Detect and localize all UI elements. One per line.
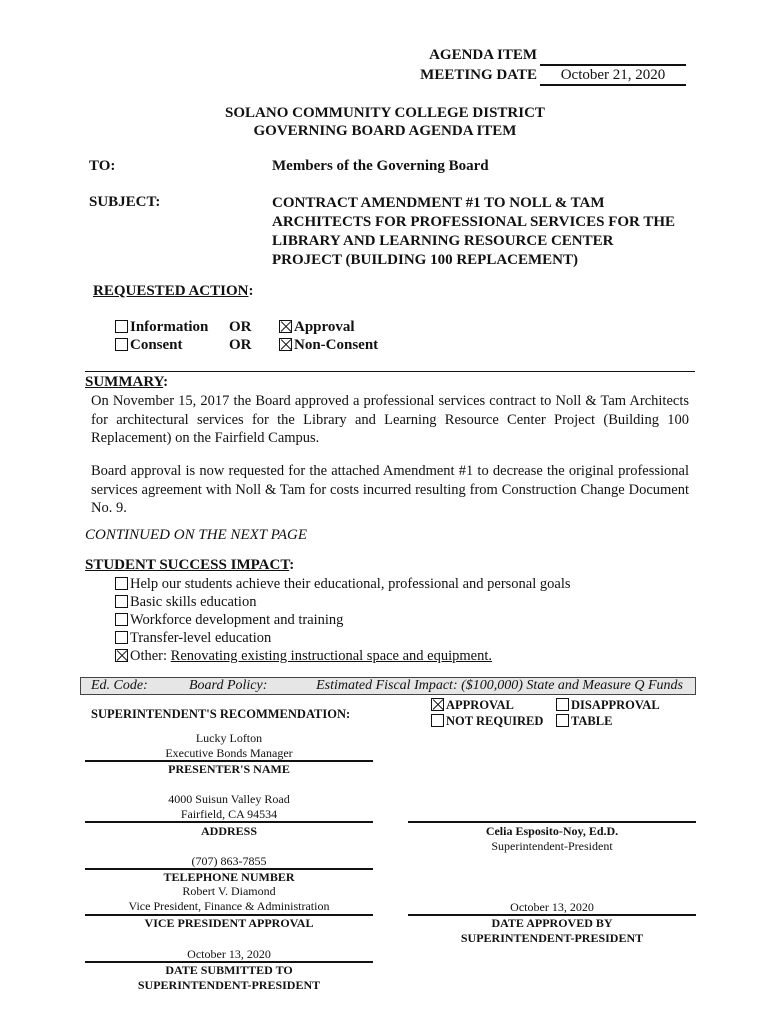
subject-line: LIBRARY AND LEARNING RESOURCE CENTER (272, 233, 614, 249)
transfer-checkbox[interactable] (115, 631, 128, 644)
or-label: OR (229, 337, 252, 353)
to-value: Members of the Governing Board (272, 158, 489, 174)
approved-date: October 13, 2020 (510, 900, 594, 914)
vp-label: VICE PRESIDENT APPROVAL (144, 916, 314, 930)
approval-label: Approval (294, 319, 355, 335)
agenda-item-label: AGENDA ITEM (429, 47, 537, 63)
submitted-label-line-1: DATE SUBMITTED TO (165, 963, 293, 977)
presenter-title: Executive Bonds Manager (165, 746, 293, 760)
disapproval-rec-label: DISAPPROVAL (571, 698, 660, 712)
approval-option[interactable] (279, 319, 355, 336)
address-rule (85, 821, 373, 823)
to-label: TO: (89, 158, 116, 174)
student-success-list (115, 575, 571, 665)
student-success-item[interactable] (115, 575, 571, 593)
student-success-item[interactable] (115, 647, 571, 665)
not-required-checkbox[interactable] (431, 714, 444, 727)
subject-line: ARCHITECTS FOR PROFESSIONAL SERVICES FOR THE (272, 214, 676, 230)
superintendent-name: Celia Esposito-Noy, Ed.D. (485, 824, 619, 838)
workforce-label: Workforce development and training (130, 612, 344, 628)
telephone-value: (707) 863-7855 (191, 854, 267, 868)
subject-text (272, 194, 675, 270)
basic-skills-label: Basic skills education (130, 594, 257, 610)
submitted-label-line-2: SUPERINTENDENT-PRESIDENT (137, 978, 321, 992)
telephone-label: TELEPHONE NUMBER (163, 870, 295, 884)
agenda-item-underline (540, 64, 686, 66)
non-consent-option[interactable] (279, 337, 378, 354)
recommendation-label: SUPERINTENDENT'S RECOMMENDATION: (91, 707, 351, 721)
presenter-label: PRESENTER'S NAME (168, 762, 290, 776)
subject-label: SUBJECT: (89, 194, 161, 210)
requested-action-label: REQUESTED ACTION (93, 283, 249, 299)
approval-rec-label: APPROVAL (446, 698, 514, 712)
ed-code: Ed. Code: (91, 678, 148, 693)
presenter-name: Lucky Lofton (195, 731, 263, 745)
student-success-label: STUDENT SUCCESS IMPACT (85, 557, 290, 573)
not-required-option[interactable] (431, 714, 543, 729)
meeting-date-underline (540, 84, 686, 86)
meeting-date-label: MEETING DATE (420, 67, 537, 83)
student-success-item[interactable] (115, 611, 571, 629)
student-success-heading (85, 557, 294, 574)
or-label: OR (229, 319, 252, 335)
summary-rule (85, 371, 695, 372)
continued-note: CONTINUED ON THE NEXT PAGE (85, 527, 307, 543)
address-line-2: Fairfield, CA 94534 (180, 807, 278, 821)
meeting-date-value: October 21, 2020 (560, 67, 666, 83)
address-block (85, 792, 373, 822)
consent-label: Consent (130, 337, 183, 353)
subject-line: CONTRACT AMENDMENT #1 TO NOLL & TAM (272, 195, 605, 211)
student-success-colon: : (289, 557, 295, 573)
approved-label (408, 916, 696, 946)
goals-checkbox[interactable] (115, 577, 128, 590)
presenter-block (85, 731, 373, 761)
non-consent-label: Non-Consent (294, 337, 379, 353)
basic-skills-checkbox[interactable] (115, 595, 128, 608)
board-policy: Board Policy: (189, 678, 268, 693)
address-line-1: 4000 Suisun Valley Road (168, 792, 290, 806)
consent-option[interactable] (115, 337, 183, 354)
table-checkbox[interactable] (556, 714, 569, 727)
vp-block (85, 884, 373, 914)
other-checkbox[interactable] (115, 649, 128, 662)
approved-label-line-2: SUPERINTENDENT-PRESIDENT (460, 931, 644, 945)
subject-line: PROJECT (BUILDING 100 REPLACEMENT) (272, 252, 578, 268)
workforce-checkbox[interactable] (115, 613, 128, 626)
approval-rec-checkbox[interactable] (431, 698, 444, 711)
information-option[interactable] (115, 319, 208, 336)
goals-label: Help our students achieve their educational, professional and personal goals (130, 576, 571, 592)
vp-name: Robert V. Diamond (182, 884, 276, 898)
fiscal-impact: Estimated Fiscal Impact: ($100,000) State and Measure Q Funds (316, 678, 683, 693)
agenda-title: GOVERNING BOARD AGENDA ITEM (253, 123, 517, 139)
requested-action-heading (93, 283, 253, 300)
table-label: TABLE (571, 714, 613, 728)
summary-label: SUMMARY (85, 374, 164, 390)
summary-paragraph-2: Board approval is now requested for the attached Amendment #1 to decrease the original professional services agreement with Noll & Tam for costs incurred resulting from Construction Change Document No. 9. (91, 463, 689, 516)
information-checkbox[interactable] (115, 320, 128, 333)
address-label: ADDRESS (200, 824, 257, 838)
requested-action-colon: : (248, 283, 254, 299)
student-success-item[interactable] (115, 629, 571, 647)
disapproval-rec-checkbox[interactable] (556, 698, 569, 711)
other-value: Renovating existing instructional space and equipment. (170, 648, 493, 664)
vp-title: Vice President, Finance & Administration (128, 899, 330, 913)
superintendent-title: Superintendent-President (491, 839, 613, 853)
table-option[interactable] (556, 714, 612, 729)
submitted-date: October 13, 2020 (187, 947, 271, 961)
not-required-label: NOT REQUIRED (446, 714, 544, 728)
district-title: SOLANO COMMUNITY COLLEGE DISTRICT (225, 105, 545, 121)
non-consent-checkbox[interactable] (279, 338, 292, 351)
other-label: Other: (130, 648, 171, 664)
student-success-item[interactable] (115, 593, 571, 611)
disapproval-rec-option[interactable] (556, 698, 660, 713)
summary-heading (85, 374, 168, 391)
superintendent-rule (408, 821, 696, 823)
consent-checkbox[interactable] (115, 338, 128, 351)
fiscal-bar (80, 677, 696, 695)
approved-label-line-1: DATE APPROVED BY (491, 916, 613, 930)
submitted-label (85, 963, 373, 993)
information-label: Information (130, 319, 209, 335)
summary-paragraph-1: On November 15, 2017 the Board approved a professional services contract to Noll & Tam Architects for architectural services for the Library and Learning Resource Center Project (Building 100 Replacement) on the Fairfield Campus. (91, 393, 689, 446)
transfer-label: Transfer-level education (130, 630, 272, 646)
approval-checkbox[interactable] (279, 320, 292, 333)
summary-colon: : (163, 374, 169, 390)
approval-rec-option[interactable] (431, 698, 514, 713)
